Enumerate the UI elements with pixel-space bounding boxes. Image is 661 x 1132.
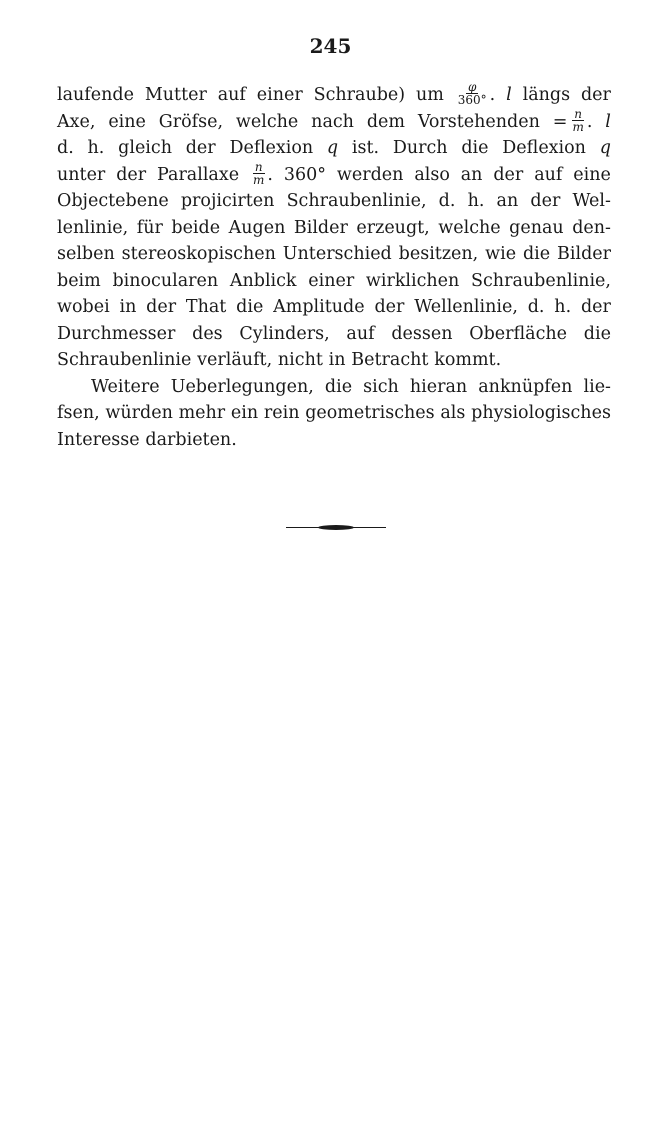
word: der <box>116 164 147 185</box>
word: Betracht <box>351 350 429 370</box>
text-line <box>57 294 611 321</box>
word: auf <box>346 323 375 344</box>
word: Weitere <box>91 376 160 397</box>
word: die <box>236 297 264 317</box>
word: Unterschied <box>282 244 392 264</box>
text-line <box>57 427 611 454</box>
fraction: $\frac{n}{m}$ <box>252 159 265 187</box>
word: nicht <box>277 350 323 370</box>
word: ein <box>230 403 259 423</box>
word: Axe, <box>57 111 96 132</box>
word: l <box>506 85 512 105</box>
word: die <box>461 138 489 158</box>
word: dessen <box>391 323 453 344</box>
word: wobei <box>57 297 110 317</box>
word: Deflexion <box>502 138 586 158</box>
word: des <box>192 323 223 344</box>
word: um <box>416 85 444 105</box>
word: Schraubenlinie <box>57 350 192 370</box>
word: selben <box>57 244 115 264</box>
word: Interesse <box>57 429 140 450</box>
word: projicirten <box>180 191 275 211</box>
word: als <box>440 403 466 423</box>
equals-sign: = <box>552 111 568 132</box>
word: h. <box>87 138 105 158</box>
word: anknüpfen <box>478 376 573 397</box>
word: darbieten. <box>145 429 237 450</box>
word: stereoskopischen <box>121 244 276 264</box>
word: besitzen, <box>398 244 479 264</box>
text-line <box>57 159 611 189</box>
word: Amplitude <box>273 297 365 317</box>
word: mehr <box>178 403 226 423</box>
word: Schraube) <box>313 85 406 105</box>
word: Oberfläche <box>469 323 568 344</box>
text-line <box>57 400 611 427</box>
word: q <box>599 138 611 158</box>
word: hieran <box>409 376 468 397</box>
end-ornament-swell <box>318 525 354 530</box>
word: Bilder <box>557 244 611 264</box>
word: der <box>530 191 561 211</box>
word: einer <box>256 85 303 105</box>
word: kommt. <box>434 350 502 370</box>
word: Gröfse, <box>158 111 224 132</box>
word: Durch <box>392 138 448 158</box>
word: beim <box>57 270 101 291</box>
word: wirklichen <box>365 270 460 291</box>
word: also <box>414 164 450 185</box>
word: Mutter <box>144 85 207 105</box>
word: ist. <box>351 138 380 158</box>
word: $\frac{n}{m}$ . <box>252 159 273 187</box>
word: 360° <box>283 164 326 185</box>
text-line <box>57 82 611 109</box>
word: q <box>326 138 339 158</box>
text-line <box>57 106 611 136</box>
word: auf <box>217 85 246 105</box>
word: Durchmesser <box>57 323 176 344</box>
word: Ueberlegungen, <box>170 376 314 397</box>
word: Cylinders, <box>239 323 330 344</box>
word: erzeugt, <box>356 217 430 238</box>
word: Vorstehenden <box>417 111 540 132</box>
word: wie <box>485 244 517 264</box>
fraction: $\frac{n}{m}$ <box>572 106 584 134</box>
word: rein <box>263 403 300 423</box>
word: lie- <box>583 376 611 397</box>
text-line <box>57 374 611 401</box>
word: der <box>493 164 524 185</box>
word: Bilder <box>293 217 348 238</box>
word: die <box>324 376 353 397</box>
word: Anblick <box>229 270 297 291</box>
word: dem <box>366 111 405 132</box>
word: d. <box>438 191 456 211</box>
word: an <box>496 191 519 211</box>
word: an <box>460 164 483 185</box>
word: beide <box>171 217 221 238</box>
word: die <box>583 323 611 344</box>
word: unter <box>57 164 106 185</box>
word: d. <box>57 138 74 158</box>
word: sich <box>363 376 399 397</box>
body-text <box>57 82 611 453</box>
word: lenlinie, <box>57 217 129 238</box>
word: für <box>136 217 163 238</box>
word: eine <box>108 111 146 132</box>
word: Schraubenlinie, <box>471 270 611 291</box>
word: der <box>146 297 177 317</box>
word: physiologisches <box>471 403 611 423</box>
fraction: $\frac{\varphi}{360^\circ}$ <box>457 80 487 107</box>
word: nach <box>311 111 354 132</box>
text-line <box>57 188 611 215</box>
word: der <box>580 85 611 105</box>
word: Objectebene <box>57 191 169 211</box>
word: Wellenlinie, <box>414 297 518 317</box>
word: welche <box>235 111 299 132</box>
word: genau <box>509 217 564 238</box>
word: den- <box>572 217 611 238</box>
word: in <box>119 297 137 317</box>
word: Augen <box>228 217 286 238</box>
text-line <box>57 321 611 348</box>
word: $\frac{\varphi}{360^\circ}$ . <box>457 80 496 107</box>
word: Parallaxe <box>157 164 240 185</box>
word: h. <box>467 191 485 211</box>
word: einer <box>308 270 355 291</box>
word: der <box>580 297 611 317</box>
text-line <box>57 215 611 242</box>
text-line <box>57 268 611 295</box>
word: gleich <box>118 138 172 158</box>
word: Deflexion <box>229 138 314 158</box>
word: würden <box>105 403 173 423</box>
word: werden <box>336 164 404 185</box>
word: l <box>605 111 611 132</box>
text-line <box>57 241 611 268</box>
word: geometrisches <box>305 403 435 423</box>
word: That <box>185 297 227 317</box>
text-line <box>57 347 611 374</box>
word: eine <box>573 164 611 185</box>
word: verläuft, <box>197 350 273 370</box>
word: Schraubenlinie, <box>286 191 427 211</box>
word: der <box>374 297 405 317</box>
word: laufende <box>57 85 134 105</box>
word: h. <box>554 297 572 317</box>
text-line <box>57 135 611 162</box>
word: d. <box>527 297 545 317</box>
word: die <box>522 244 551 264</box>
word: fsen, <box>57 403 100 423</box>
word: Wel- <box>572 191 611 211</box>
word: der <box>185 138 216 158</box>
word: = $\frac{n}{m}$ . <box>552 106 593 134</box>
word: in <box>328 350 346 370</box>
page-number: 245 <box>309 34 352 58</box>
word: längs <box>522 85 571 105</box>
word: binocularen <box>112 270 219 291</box>
word: welche <box>438 217 501 238</box>
word: auf <box>534 164 563 185</box>
